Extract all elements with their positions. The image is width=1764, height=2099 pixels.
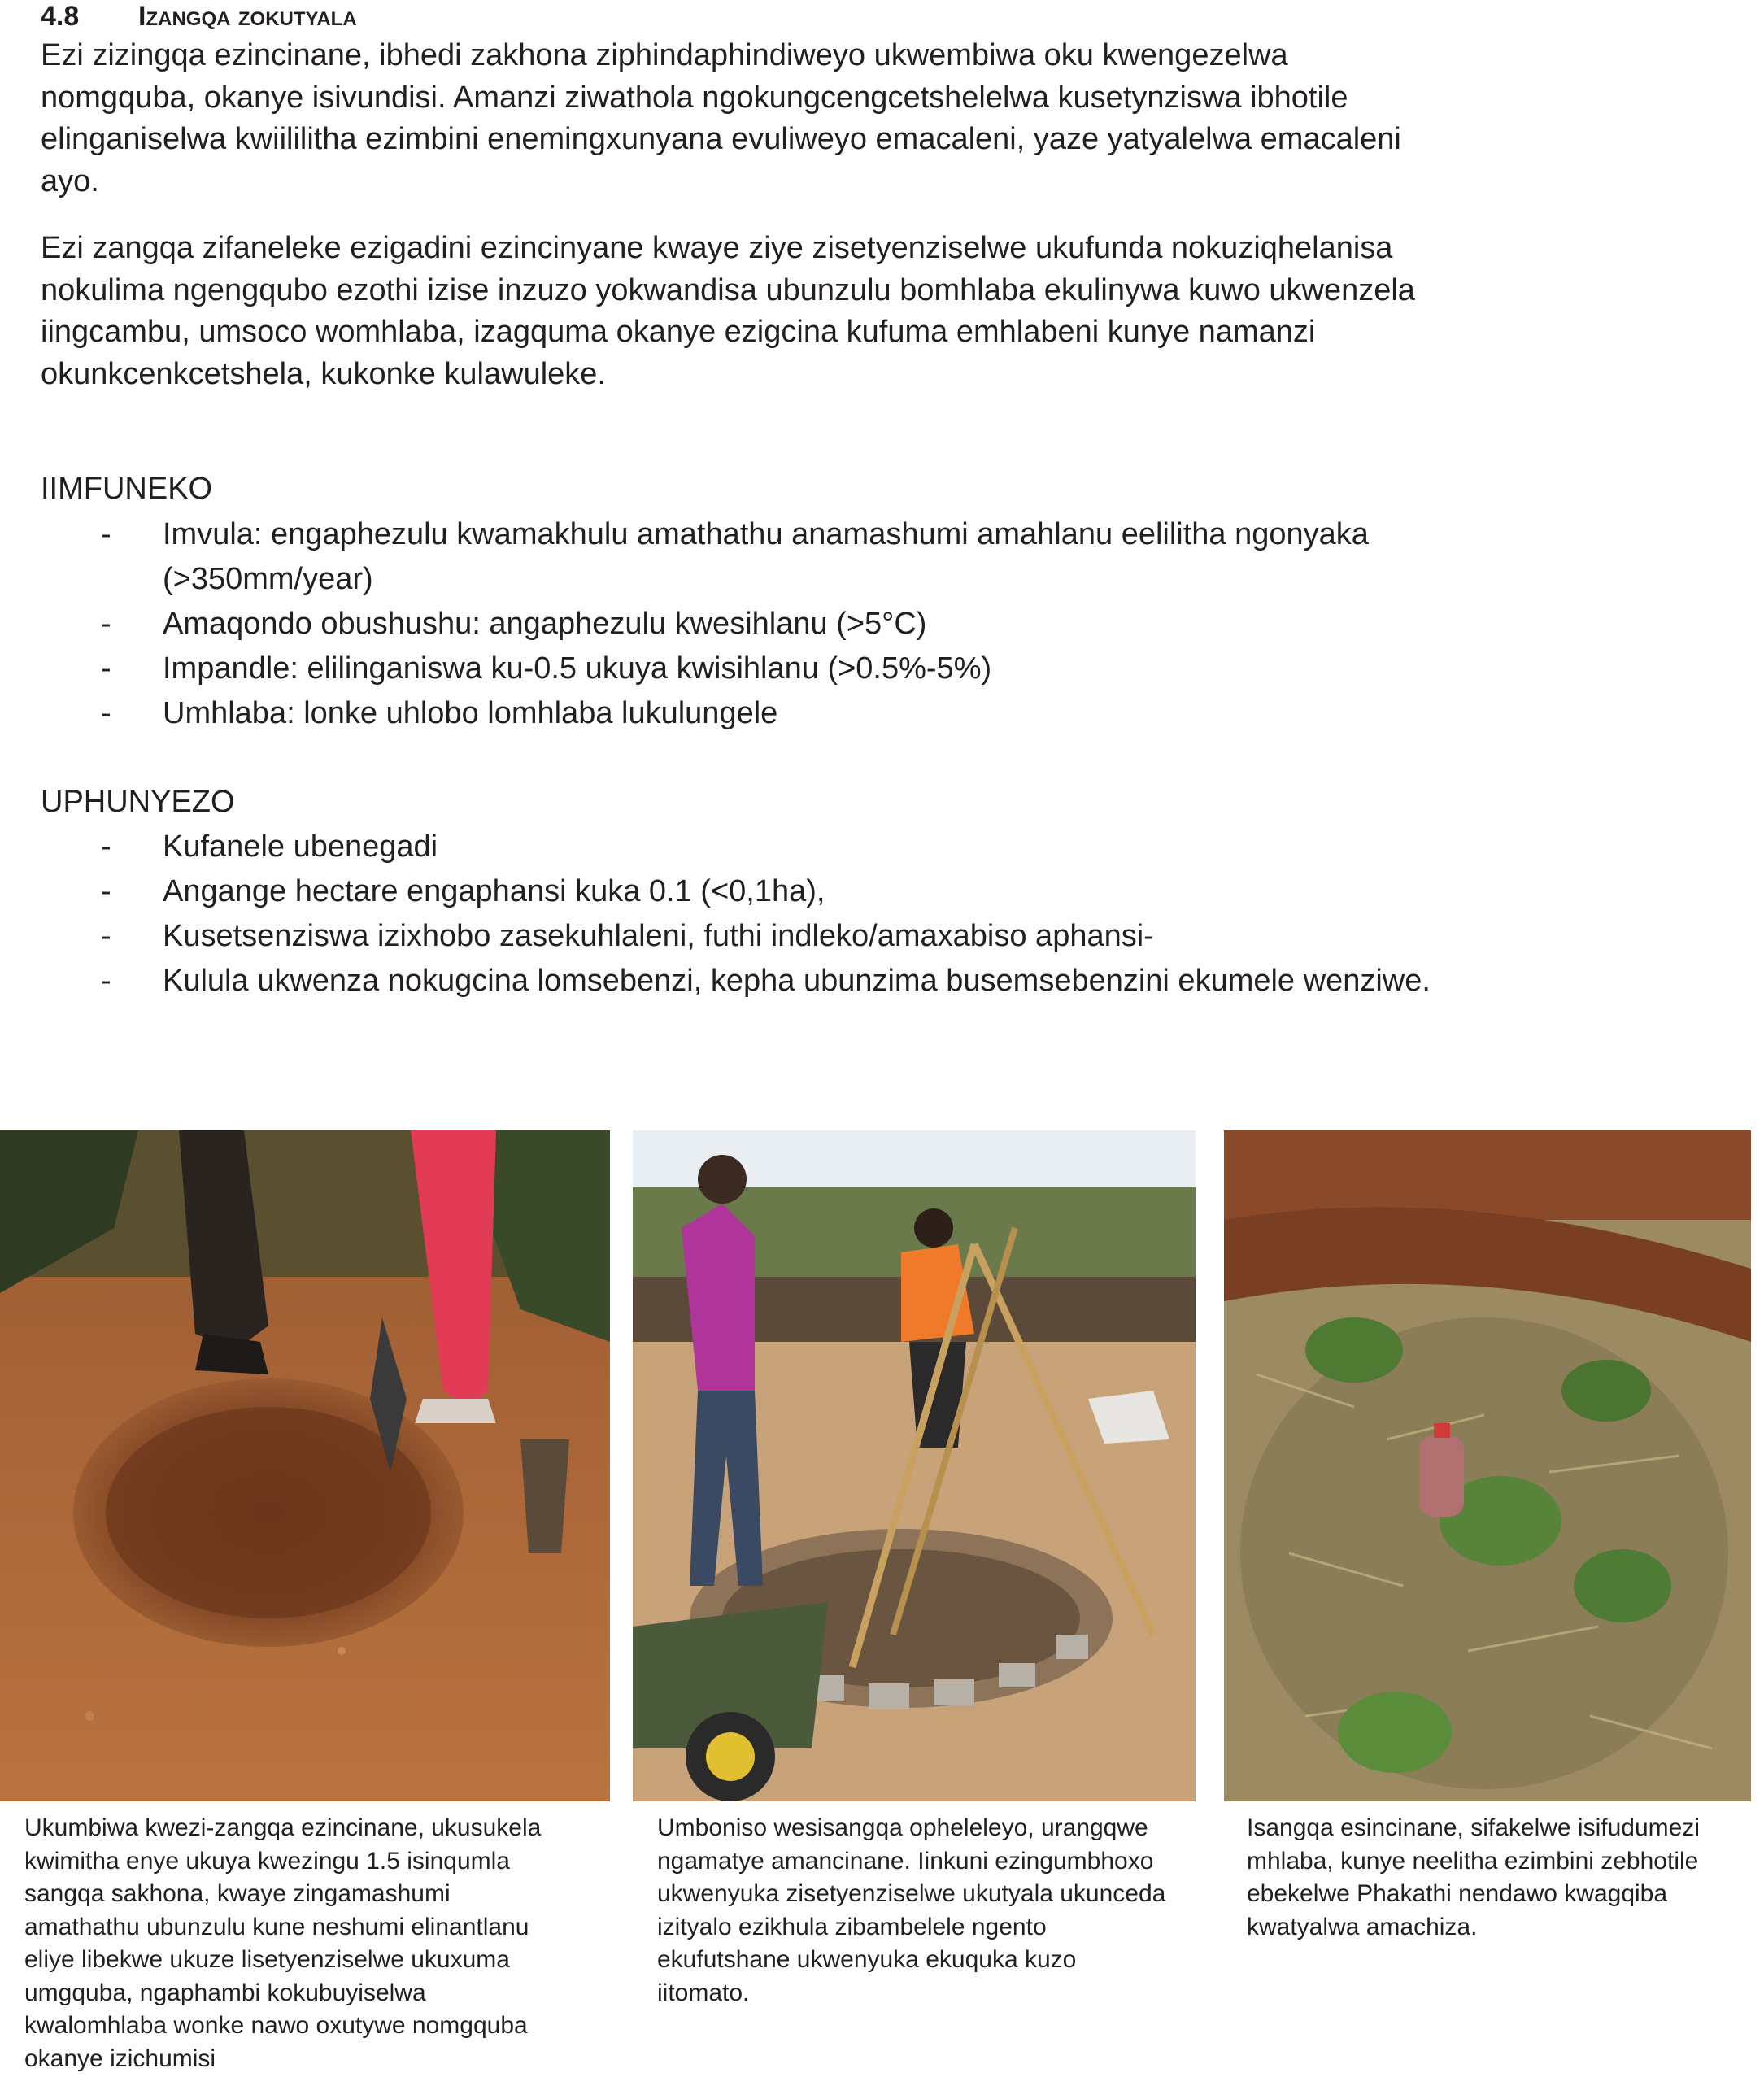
dash-bullet: - xyxy=(101,874,111,908)
text-line: okunkcenkcetshela, kukonke kulawuleke. xyxy=(41,356,606,391)
caption-line: sangqa sakhona, kwaye zingamashumi xyxy=(24,1880,451,1907)
recommendations-list xyxy=(41,825,1431,1004)
caption-line: umgquba, ngaphambi kokubuyiselwa xyxy=(24,1979,426,2006)
caption-line: kwalomhlaba wonke nawo oxutywe nomgquba xyxy=(24,2012,528,2039)
list-item-text: Angange hectare engaphansi kuka 0.1 (<0,1ha), xyxy=(163,874,825,908)
caption-line: Umboniso wesisangqa opheleleyo, urangqwe xyxy=(657,1814,1148,1841)
section-heading xyxy=(41,0,357,33)
caption-line: Ukumbiwa kwezi-zangqa ezincinane, ukusukela xyxy=(24,1814,542,1841)
dash-bullet: - xyxy=(101,919,111,953)
section-title: Izangqa zokutyala xyxy=(138,1,357,32)
text-line: Ezi zizingqa ezincinane, ibhedi zakhona ziphindaphindiweyo ukwembiwa oku kwengezelwa xyxy=(41,38,1288,72)
list-item-text: Impandle: elilinganiswa ku-0.5 ukuya kwisihlanu (>0.5%-5%) xyxy=(163,651,992,686)
caption-photo-3 xyxy=(1247,1812,1700,1944)
caption-line: iitomato. xyxy=(657,1979,750,2006)
caption-line: eliye libekwe ukuze lisetyenziselwe ukuxuma xyxy=(24,1946,510,1973)
text-line: elinganiselwa kwiililitha ezimbini enemingxunyana evuliweyo emacaleni, yaze yatyalelwa emacaleni xyxy=(41,122,1401,156)
list-item xyxy=(41,825,1431,869)
photo-small-circle-bottle xyxy=(1224,1130,1751,1801)
recommendations-title: UPHUNYEZO xyxy=(41,785,235,819)
list-item xyxy=(41,869,1431,914)
list-item xyxy=(41,512,1369,602)
dash-bullet: - xyxy=(101,830,111,864)
caption-photo-1 xyxy=(24,1812,541,2075)
text-line: ayo. xyxy=(41,163,99,198)
list-item-text: Amaqondo obushushu: angaphezulu kwesihlanu (>5°C) xyxy=(163,607,927,641)
dash-bullet: - xyxy=(101,651,111,686)
list-item-text: Kufanele ubenegadi xyxy=(163,830,438,864)
text-line: Ezi zangqa zifaneleke ezigadini ezincinyane kwaye ziye zisetyenziselwe ukufunda nokuziqhelanisa xyxy=(41,231,1393,265)
photo-digging-pit xyxy=(0,1130,610,1801)
caption-photo-2 xyxy=(657,1812,1165,2010)
text-line: nokulima ngengqubo ezothi izise inzuzo yokwandisa ubunzulu bomhlaba ekulinywa kuwo ukwenzela xyxy=(41,272,1415,307)
intro-paragraph-1 xyxy=(41,35,1586,202)
caption-line: ukwenyuka zisetyenziselwe ukutyala ukunceda xyxy=(657,1880,1166,1907)
caption-line: kwimitha enye ukuya kwezingu 1.5 isinqumla xyxy=(24,1847,510,1875)
list-item xyxy=(41,959,1431,1004)
photo-completed-circle xyxy=(633,1130,1196,1801)
caption-line: amathathu ubunzulu kune neshumi elinantlanu xyxy=(24,1913,529,1940)
caption-line: ebekelwe Phakathi nendawo kwagqiba xyxy=(1247,1880,1668,1907)
dash-bullet: - xyxy=(101,964,111,998)
dash-bullet: - xyxy=(101,607,111,641)
caption-line: ngamatye amancinane. Iinkuni ezingumbhoxo xyxy=(657,1847,1154,1875)
section-number: 4.8 xyxy=(41,1,80,32)
list-item-text: Imvula: engaphezulu kwamakhulu amathathu anamashumi amahlanu eelilitha ngonyaka xyxy=(163,517,1369,551)
list-item xyxy=(41,647,1369,691)
requirements-title: IIMFUNEKO xyxy=(41,472,213,506)
list-item-text-continued: (>350mm/year) xyxy=(163,562,373,596)
caption-line: izityalo ezikhula zibambelele ngento xyxy=(657,1913,1047,1940)
list-item-text: Kusetsenziswa izixhobo zasekuhlaleni, futhi indleko/amaxabiso aphansi- xyxy=(163,919,1154,953)
list-item-text: Kulula ukwenza nokugcina lomsebenzi, kepha ubunzima busemsebenzini ekumele wenziwe. xyxy=(163,964,1431,998)
list-item xyxy=(41,602,1369,647)
caption-line: Isangqa esincinane, sifakelwe isifudumezi xyxy=(1247,1814,1700,1841)
intro-paragraph-2 xyxy=(41,228,1586,395)
text-line: nomgquba, okanye isivundisi. Amanzi ziwathola ngokungcengcetshelelwa kusetynziswa ibhotile xyxy=(41,80,1348,115)
dash-bullet: - xyxy=(101,517,111,551)
list-item xyxy=(41,691,1369,736)
requirements-list xyxy=(41,512,1369,736)
caption-line: mhlaba, kunye neelitha ezimbini zebhotile xyxy=(1247,1847,1699,1875)
caption-line: kwatyalwa amachiza. xyxy=(1247,1913,1478,1940)
list-item-text: Umhlaba: lonke uhlobo lomhlaba lukulungele xyxy=(163,696,778,730)
dash-bullet: - xyxy=(101,696,111,730)
caption-line: ekufutshane ukwenyuka ekuquka kuzo xyxy=(657,1946,1077,1973)
list-item xyxy=(41,914,1431,959)
text-line: iingcambu, umsoco womhlaba, izagquma okanye ezigcina kufuma emhlabeni kunye namanzi xyxy=(41,315,1316,349)
caption-line: okanye izichumisi xyxy=(24,2045,216,2072)
